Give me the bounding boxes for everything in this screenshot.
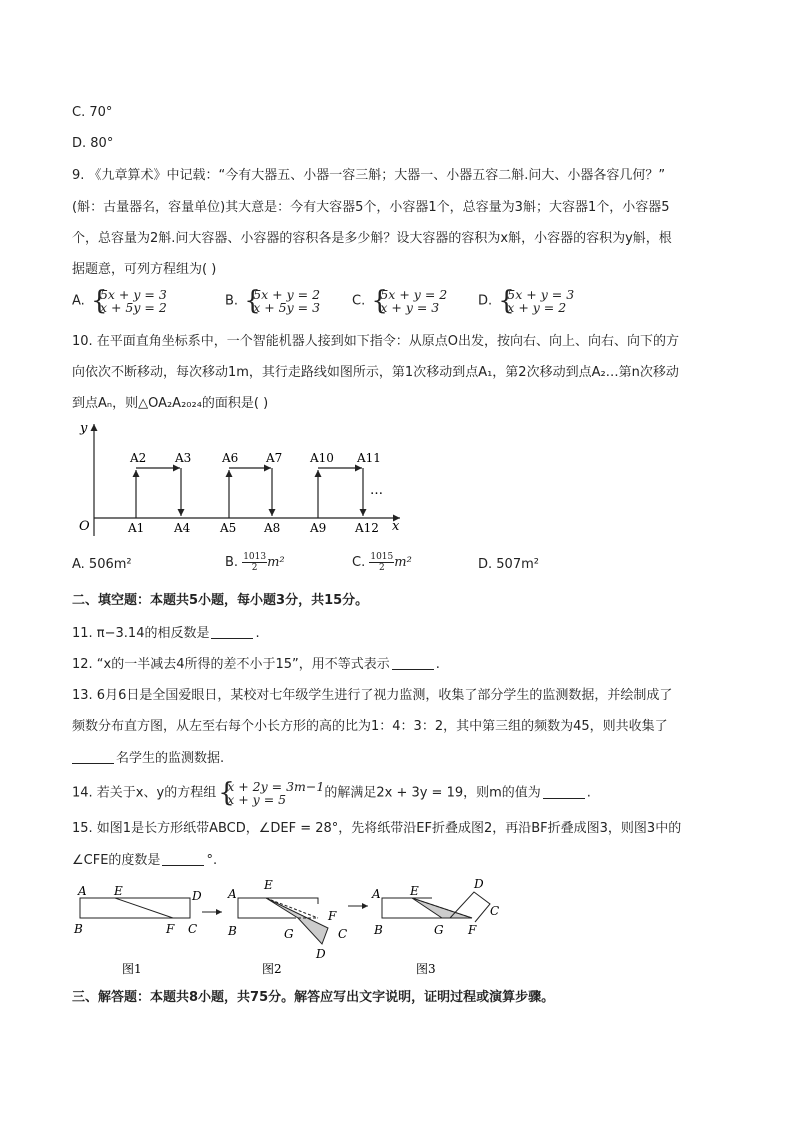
q14-eq2: x + y = 5 [227, 792, 287, 807]
fig1-label-a: A [78, 884, 87, 898]
label-a4: A4 [174, 521, 191, 535]
fig2-label-d: D [316, 947, 326, 961]
q10-option-c [352, 552, 412, 573]
fig2-label-a: A [228, 887, 237, 901]
q10-option-c-label: C. [352, 555, 366, 570]
section-2-heading: 二、填空题：本题共5小题，每小题3分，共15分。 [72, 593, 369, 608]
q9-option-a-eq2: x + 5y = 2 [99, 300, 167, 315]
q10-option-c-denominator: 2 [378, 563, 385, 573]
fig3-label-e: E [410, 884, 419, 898]
q9-option-d-label: D. [478, 293, 493, 309]
label-a10: A10 [310, 451, 334, 465]
robot-path [136, 468, 363, 518]
section-3-heading: 三、解答题：本题共8小题，共75分。解答应写出文字说明，证明过程或演算步骤。 [72, 990, 555, 1005]
fig3-label-a: A [372, 887, 381, 901]
fig1-label-e: E [114, 884, 123, 898]
fig2-label-f: F [328, 909, 337, 923]
q9-option-b-label: B. [225, 293, 239, 309]
q10-text-line1: 10. 在平面直角坐标系中，一个智能机器人接到如下指令：从原点O出发，按向右、向上、向右、向下的方 [72, 334, 680, 349]
fig1-label-c: C [188, 922, 198, 936]
fig3-label-f: F [468, 923, 477, 937]
y-axis-label: y [80, 421, 88, 436]
label-a7: A7 [266, 451, 283, 465]
fig1-caption: 图1 [122, 962, 142, 976]
label-a12: A12 [355, 521, 379, 535]
fig1-label-b: B [74, 922, 83, 936]
q10-option-b-denominator: 2 [251, 563, 258, 573]
label-a9: A9 [310, 521, 327, 535]
q15-line2 [72, 851, 217, 870]
q13-answer-blank[interactable] [72, 749, 114, 764]
q11 [72, 624, 260, 643]
label-a2: A2 [130, 451, 147, 465]
q10-option-b-fraction [242, 552, 267, 573]
q9-option-d-system: { 5x + y = 3 x + y = 2 [498, 286, 575, 316]
fig3-label-g: G [434, 923, 444, 937]
q15-folding-figures [70, 876, 510, 981]
q15-text-line2: ∠CFE的度数是 [72, 853, 161, 868]
q13-text-line2: 频数分布直方图，从左至右每个小长方形的高的比为1：4：3：2，其中第三组的频数为45，则共收集了 [72, 719, 668, 734]
q10-text-line2: 向依次不断移动，每次移动1m，其行走路线如图所示，第1次移动到点A₁，第2次移动到点A₂…第n次移动 [72, 365, 679, 380]
q9-option-c [352, 288, 447, 314]
q13-line3 [72, 749, 224, 768]
q13-text-line1: 13. 6月6日是全国爱眼日，某校对七年级学生进行了视力监测，收集了部分学生的监测数据，并绘制成了 [72, 688, 673, 703]
q14-text-post: 的解满足2x + 3y = 19，则m的值为 [324, 785, 541, 801]
fig1-label-d: D [192, 889, 202, 903]
q8-option-d: D. 80° [72, 136, 114, 151]
q11-answer-blank[interactable] [211, 624, 253, 639]
fig2-label-b: B [228, 924, 237, 938]
fig3-caption: 图3 [416, 962, 436, 976]
q9-option-d-eq2: x + y = 2 [507, 300, 567, 315]
fig2-label-g: G [284, 927, 294, 941]
label-a6: A6 [222, 451, 239, 465]
q9-option-a [72, 288, 167, 314]
q9-option-b-system: { 5x + y = 2 x + 5y = 3 [244, 286, 321, 316]
q11-text: 11. π−3.14的相反数是 [72, 626, 210, 641]
q10-option-c-unit: m² [394, 555, 412, 570]
q9-option-b-eq1: 5x + y = 2 [253, 287, 321, 302]
origin-label: O [79, 519, 90, 534]
q9-option-a-eq1: 5x + y = 3 [99, 287, 167, 302]
q10-robot-path-graph [70, 418, 410, 543]
fig3-label-d: D [474, 877, 484, 891]
fig2-label-c: C [338, 927, 348, 941]
q9-text-line3: 个，总容量为2斛.问大容器、小容器的容积各是多少斛？设大容器的容积为x斛，小容器的容积为y斛，根 [72, 231, 672, 246]
q10-text-line3: 到点Aₙ，则△OA₂A₂₀₂₄的面积是( ) [72, 396, 269, 411]
figure-1 [73, 884, 202, 976]
q8-option-c: C. 70° [72, 105, 113, 120]
q12-text: 12. “x的一半减去4所得的差不小于15”，用不等式表示 [72, 657, 390, 672]
label-a5: A5 [220, 521, 237, 535]
q10-option-b-label: B. [225, 555, 239, 570]
q10-option-c-numerator: 1015 [370, 552, 394, 562]
fig2-caption: 图2 [262, 962, 282, 976]
q13-text-line3: 名学生的监测数据. [116, 751, 225, 766]
q15-text-line1: 15. 如图1是长方形纸带ABCD，∠DEF = 28°，先将纸带沿EF折叠成图2，再沿BF折叠成图3，则图3中的 [72, 821, 682, 836]
q9-option-c-label: C. [352, 293, 366, 309]
label-a3: A3 [175, 451, 192, 465]
q10-option-b-numerator: 1013 [243, 552, 267, 562]
q14-eq1: x + 2y = 3m−1 [227, 779, 325, 794]
q11-end: . [255, 626, 260, 641]
q14-end: . [586, 785, 591, 801]
q12-end: . [435, 657, 440, 672]
figure-2 [227, 878, 347, 976]
q9-text-line2: (斛：古量器名，容量单位)其大意是：今有大容器5个，小容器1个，总容量为3斛；大容器1个，小容器5 [72, 200, 670, 215]
q10-option-b-unit: m² [267, 555, 285, 570]
q9-option-c-system: { 5x + y = 2 x + y = 3 [371, 286, 448, 316]
figure-3 [371, 877, 499, 976]
q14-system: { x + 2y = 3m−1 x + y = 5 [218, 778, 325, 808]
q14 [72, 780, 591, 806]
q15-end: °. [206, 853, 218, 868]
q9-option-d [478, 288, 574, 314]
label-a11: A11 [357, 451, 381, 465]
q9-option-c-eq1: 5x + y = 2 [380, 287, 448, 302]
q10-option-a: A. 506m² [72, 557, 132, 572]
q9-option-b [225, 288, 320, 314]
q15-answer-blank[interactable] [162, 851, 204, 866]
q10-option-c-fraction [369, 552, 394, 573]
q9-text-line1: 9. 《九章算术》中记载：“今有大器五、小器一容三斛；大器一、小器五容二斛.问大、小器各容几何？” [72, 168, 666, 183]
q9-option-b-eq2: x + 5y = 3 [253, 300, 321, 315]
fig1-label-f: F [166, 922, 175, 936]
q14-answer-blank[interactable] [543, 784, 585, 799]
fig3-label-c: C [490, 904, 500, 918]
ellipsis-label: … [370, 483, 383, 498]
q9-option-d-eq1: 5x + y = 3 [507, 287, 575, 302]
fig2-label-e: E [264, 878, 273, 892]
fig3-label-b: B [374, 923, 383, 937]
label-a1: A1 [128, 521, 145, 535]
q9-option-c-eq2: x + y = 3 [380, 300, 440, 315]
q9-option-a-system: { 5x + y = 3 x + 5y = 2 [90, 286, 167, 316]
label-a8: A8 [264, 521, 281, 535]
q10-option-b [225, 552, 285, 573]
q9-text-line4: 据题意，可列方程组为( ) [72, 262, 217, 277]
q14-text-pre: 14. 若关于x、y的方程组 [72, 785, 217, 801]
q12-answer-blank[interactable] [392, 655, 434, 670]
x-axis-label: x [392, 519, 400, 534]
q12 [72, 655, 440, 674]
q9-option-a-label: A. [72, 293, 85, 309]
q10-option-d: D. 507m² [478, 557, 539, 572]
